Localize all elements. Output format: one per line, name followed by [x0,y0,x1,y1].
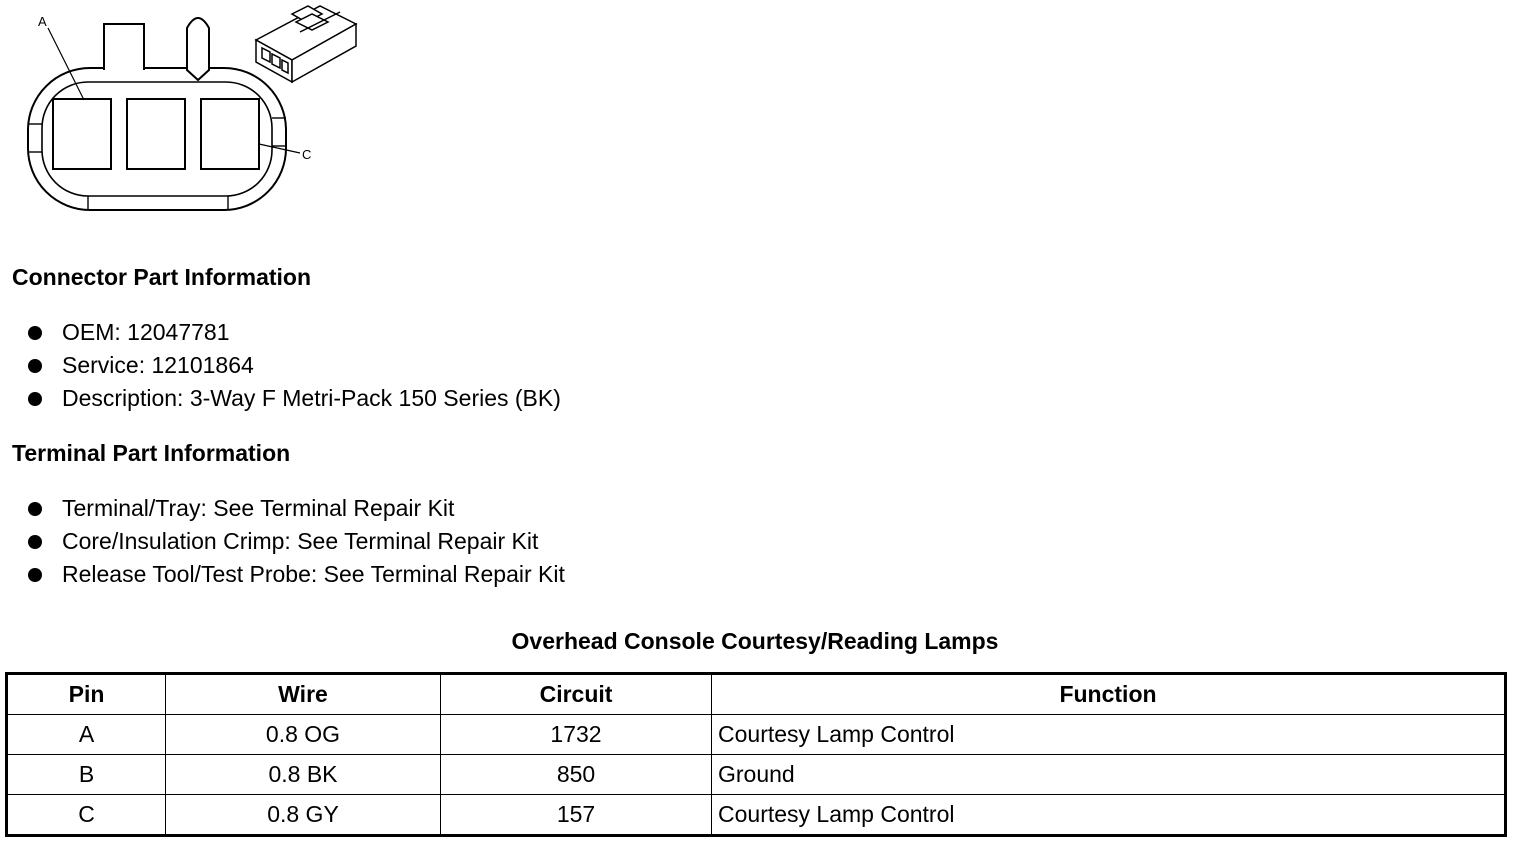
table-row [7,755,1506,795]
bullet-icon [28,535,42,549]
column-header-circuit: Circuit [441,674,712,715]
cavity-b [127,99,185,169]
bullet-icon [28,326,42,340]
function-cell: Ground [712,755,1506,795]
circuit-cell: 1732 [441,715,712,755]
bullet-icon [28,359,42,373]
bullet-icon [28,502,42,516]
list-item: Core/Insulation Crimp: See Terminal Repair Kit [28,525,565,558]
table-row [7,795,1506,836]
circuit-cell: 157 [441,795,712,836]
terminal-info-list [28,492,565,591]
wire-cell: 0.8 OG [166,715,441,755]
connector-isometric-icon [256,6,356,82]
pin-cell: A [7,715,166,755]
polarizing-key [187,18,209,80]
callout-label-a: A [38,14,47,29]
column-header-wire: Wire [166,674,441,715]
circuit-cell: 850 [441,755,712,795]
list-item: Release Tool/Test Probe: See Terminal Repair Kit [28,558,565,591]
list-item: Description: 3-Way F Metri-Pack 150 Series (BK) [28,382,561,415]
bullet-icon [28,568,42,582]
cavity-a [53,99,111,169]
pinout-table [5,672,1507,837]
connector-info-heading: Connector Part Information [12,264,312,290]
bullet-icon [28,392,42,406]
connector-outer-shell [28,68,286,210]
list-item: Terminal/Tray: See Terminal Repair Kit [28,492,565,525]
function-cell: Courtesy Lamp Control [712,795,1506,836]
connector-face-diagram [0,0,380,225]
wire-cell: 0.8 GY [166,795,441,836]
cavity-c [201,99,259,169]
column-header-pin: Pin [7,674,166,715]
wire-cell: 0.8 BK [166,755,441,795]
table-title: Overhead Console Courtesy/Reading Lamps [511,628,999,654]
connector-info-list [28,316,561,415]
lock-tab [104,24,144,70]
callout-label-c: C [302,147,312,162]
list-item: OEM: 12047781 [28,316,561,349]
list-item: Service: 12101864 [28,349,561,382]
table-header-row [7,674,1506,715]
table-row [7,715,1506,755]
column-header-function: Function [712,674,1506,715]
pin-cell: C [7,795,166,836]
function-cell: Courtesy Lamp Control [712,715,1506,755]
terminal-info-heading: Terminal Part Information [12,440,291,466]
pin-cell: B [7,755,166,795]
